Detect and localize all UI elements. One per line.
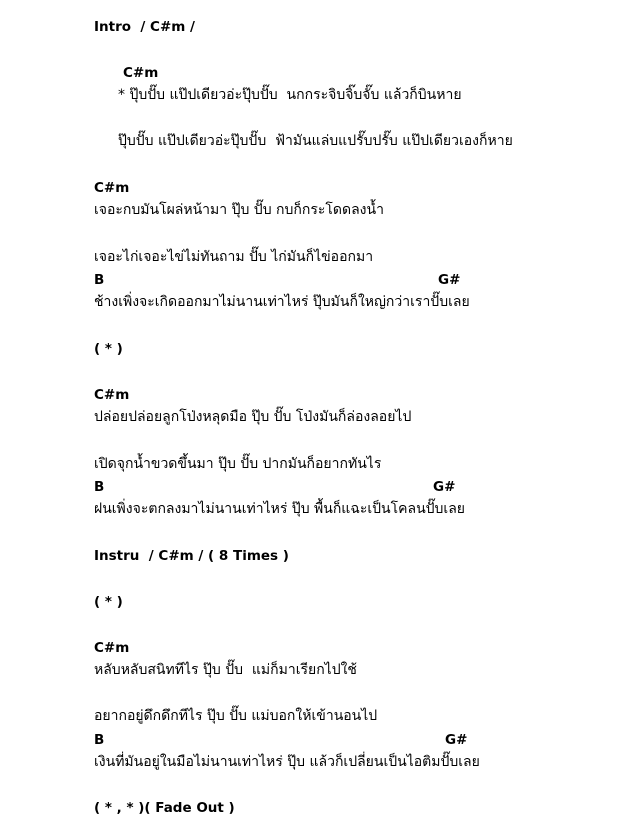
instrumental-line: Instru / C#m / ( 8 Times ) [94, 548, 289, 564]
verse3-chord-gsharp: G# [445, 732, 468, 748]
verse2-lyric-2: เปิดจุกน้ำขวดขึ้นมา ปุ๊บ ปั๊บ ปากมันก็อยากทันไร [94, 456, 382, 472]
outro-line: ( * , * )( Fade Out ) [94, 800, 235, 816]
verse1-lyric-3: ช้างเพิ่งจะเกิดออกมาไม่นานเท่าไหร่ ปุ๊บมันก็ใหญ่กว่าเราปั๊บเลย [94, 294, 470, 310]
verse3-chord-csm: C#m [94, 640, 130, 656]
verse3-lyric-2: อยากอยู่ดึกดึกทีไร ปุ๊บ ปั๊บ แม่บอกให้เข้านอนไป [94, 708, 378, 724]
intro-line: Intro / C#m / [94, 19, 195, 35]
verse1-lyric-2: เจอะไก่เจอะไข่ไม่ทันถาม ปั๊บ ไก่มันก็ไข่ออกมา [94, 249, 374, 265]
chorus-chord-csm: C#m [123, 65, 159, 81]
chorus-lyric-2: ปุ๊บปั๊บ แป๊ปเดียวอ่ะปุ๊บปั๊บ ฟ้ามันแล่บแปรั๊บปรั๊บ แป๊ปเดียวเองก็หาย [118, 133, 513, 149]
verse2-lyric-1: ปล่อยปล่อยลูกโป่งหลุดมือ ปุ๊บ ปั๊บ โป่งมันก็ล่องลอยไป [94, 409, 412, 425]
verse2-lyric-3: ฝนเพิ่งจะตกลงมาไม่นานเท่าไหร่ ปุ๊บ พื้นก็แฉะเป็นโคลนปั๊บเลย [94, 501, 465, 517]
repeat-chorus-2: ( * ) [94, 594, 123, 610]
verse1-lyric-1: เจอะกบมันโผล่หน้ามา ปุ๊บ ปั๊บ กบก็กระโดดลงน้ำ [94, 202, 384, 218]
verse3-chord-b: B [94, 732, 105, 748]
verse1-chord-b: B [94, 272, 105, 288]
chorus-lyric-1: * ปุ๊บปั๊บ แป๊ปเดียวอ่ะปุ๊บปั๊บ นกกระจิบจิ๊บจั๊บ แล้วก็บินหาย [118, 87, 462, 103]
verse2-chord-b: B [94, 479, 105, 495]
repeat-chorus-1: ( * ) [94, 341, 123, 357]
verse1-chord-gsharp: G# [438, 272, 461, 288]
verse2-chord-csm: C#m [94, 387, 130, 403]
verse3-lyric-3: เงินที่มันอยู่ในมือไม่นานเท่าไหร่ ปุ๊บ แล้วก็เปลี่ยนเป็นไอติมปั๊บเลย [94, 754, 480, 770]
verse1-chord-csm: C#m [94, 180, 130, 196]
verse2-chord-gsharp: G# [433, 479, 456, 495]
verse3-lyric-1: หลับหลับสนิททีไร ปุ๊บ ปั๊บ แม่ก็มาเรียกไปใช้ [94, 662, 357, 678]
